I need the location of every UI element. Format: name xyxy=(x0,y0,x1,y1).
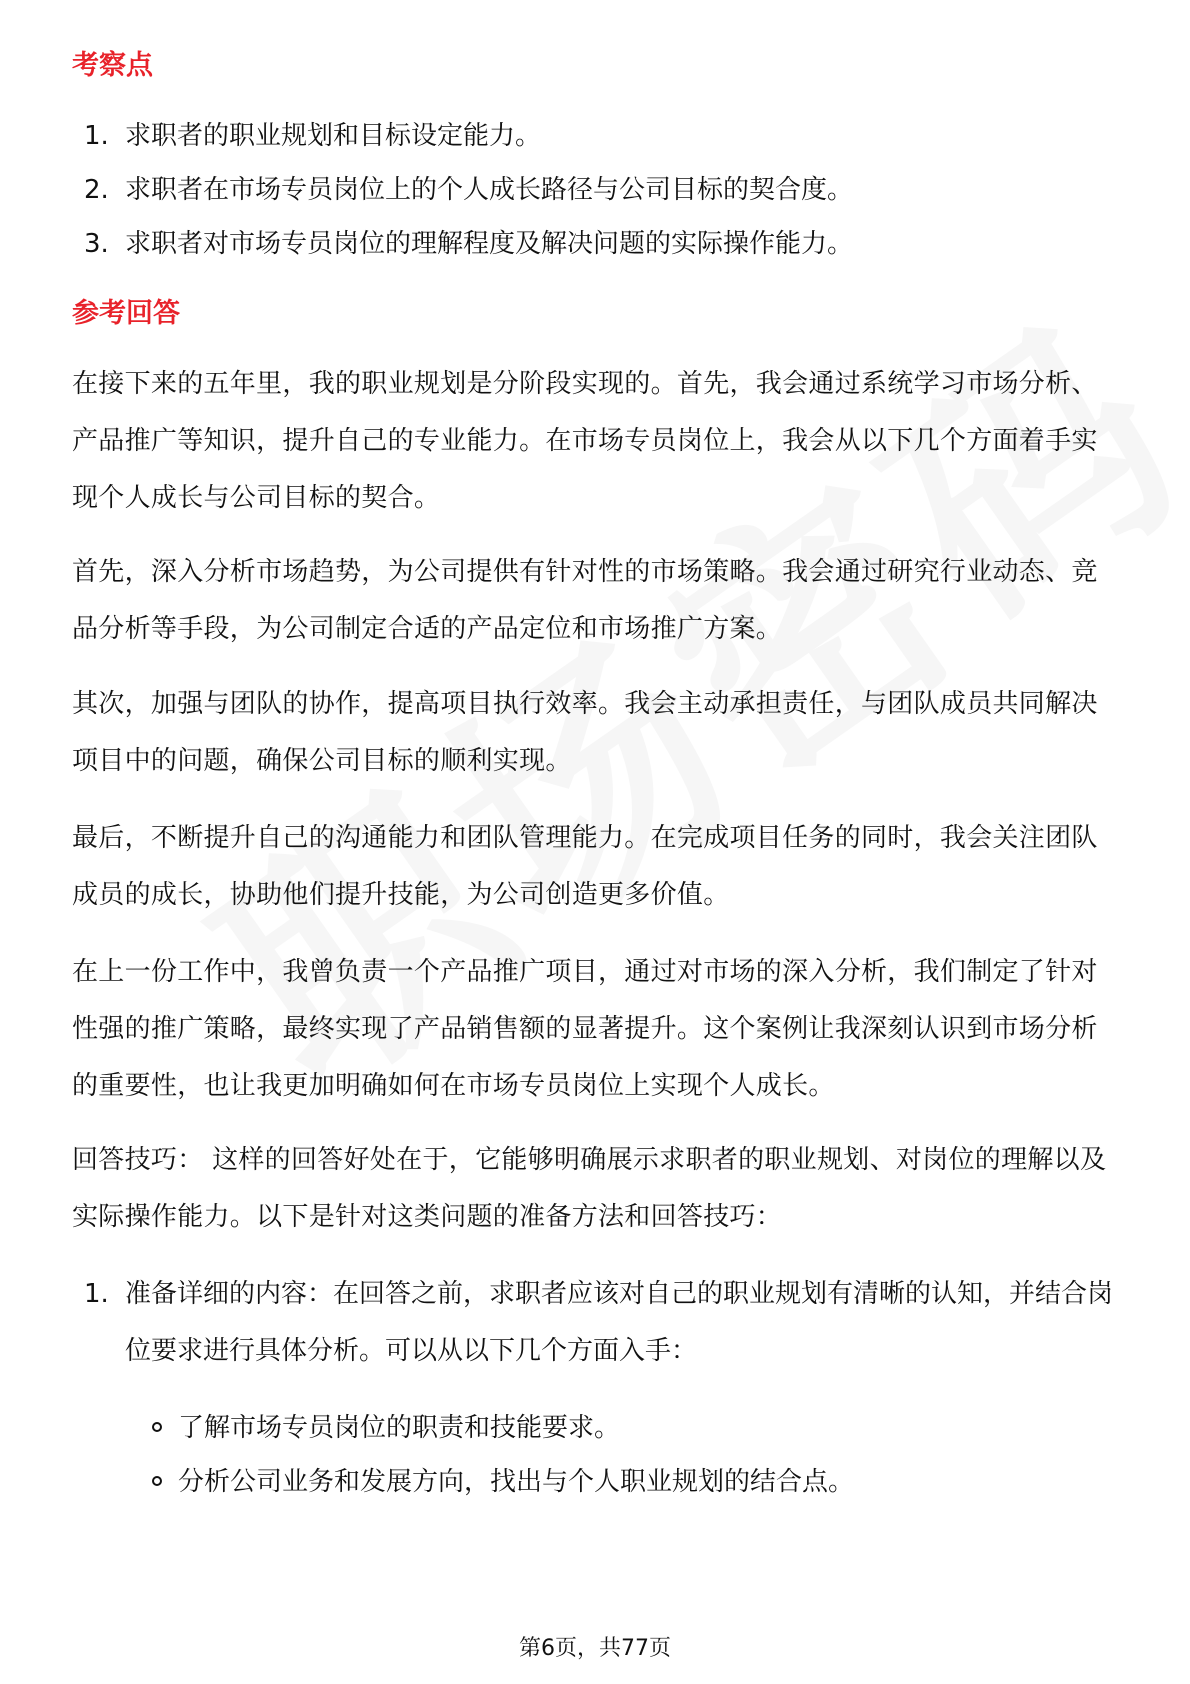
list-item-number: 2. xyxy=(84,175,109,205)
list-item-number: 1. xyxy=(84,121,109,151)
bullet-item-text: 了解市场专员岗位的职责和技能要求。 xyxy=(178,1413,621,1443)
list-item-text: 准备详细的内容：在回答之前，求职者应该对自己的职业规划有清晰的认知，并结合岗位要求进行具体分析。可以从以下几个方面入手： xyxy=(125,1279,1114,1366)
list-item-text: 求职者在市场专员岗位上的个人成长路径与公司目标的契合度。 xyxy=(125,175,854,205)
list-item-number: 1. xyxy=(84,1279,109,1309)
list-item-text: 求职者的职业规划和目标设定能力。 xyxy=(125,121,542,151)
paragraph: 最后，不断提升自己的沟通能力和团队管理能力。在完成项目任务的同时，我会关注团队成员的成长，协助他们提升技能，为公司创造更多价值。 xyxy=(72,823,1098,910)
page-number: 第6页，共77页 xyxy=(519,1636,671,1661)
paragraph: 其次，加强与团队的协作，提高项目执行效率。我会主动承担责任，与团队成员共同解决项目中的问题，确保公司目标的顺利实现。 xyxy=(72,689,1098,776)
paragraph-answer-tips: 回答技巧： 这样的回答好处在于，它能够明确展示求职者的职业规划、对岗位的理解以及实际操作能力。以下是针对这类问题的准备方法和回答技巧： xyxy=(72,1145,1107,1232)
list-item-number: 3. xyxy=(84,229,109,259)
bullet-item-text: 分析公司业务和发展方向，找出与个人职业规划的结合点。 xyxy=(178,1467,855,1497)
paragraph: 首先，深入分析市场趋势，为公司提供有针对性的市场策略。我会通过研究行业动态、竞品分析等手段，为公司制定合适的产品定位和市场推广方案。 xyxy=(72,557,1098,644)
paragraph: 在上一份工作中，我曾负责一个产品推广项目，通过对市场的深入分析，我们制定了针对性强的推广策略，最终实现了产品销售额的显著提升。这个案例让我深刻认识到市场分析的重要性，也让我更加明确如何在市场专员岗位上实现个人成长。 xyxy=(72,957,1098,1101)
paragraph: 在接下来的五年里，我的职业规划是分阶段实现的。首先，我会通过系统学习市场分析、产品推广等知识，提升自己的专业能力。在市场专员岗位上，我会从以下几个方面着手实现个人成长与公司目标的契合。 xyxy=(72,369,1098,513)
circle-bullet-icon xyxy=(152,1476,162,1486)
circle-bullet-icon xyxy=(152,1422,162,1432)
section-title-reference-answer: 参考回答 xyxy=(72,298,180,329)
section-title-exam-points: 考察点 xyxy=(72,50,153,81)
list-item-text: 求职者对市场专员岗位的理解程度及解决问题的实际操作能力。 xyxy=(125,229,854,259)
